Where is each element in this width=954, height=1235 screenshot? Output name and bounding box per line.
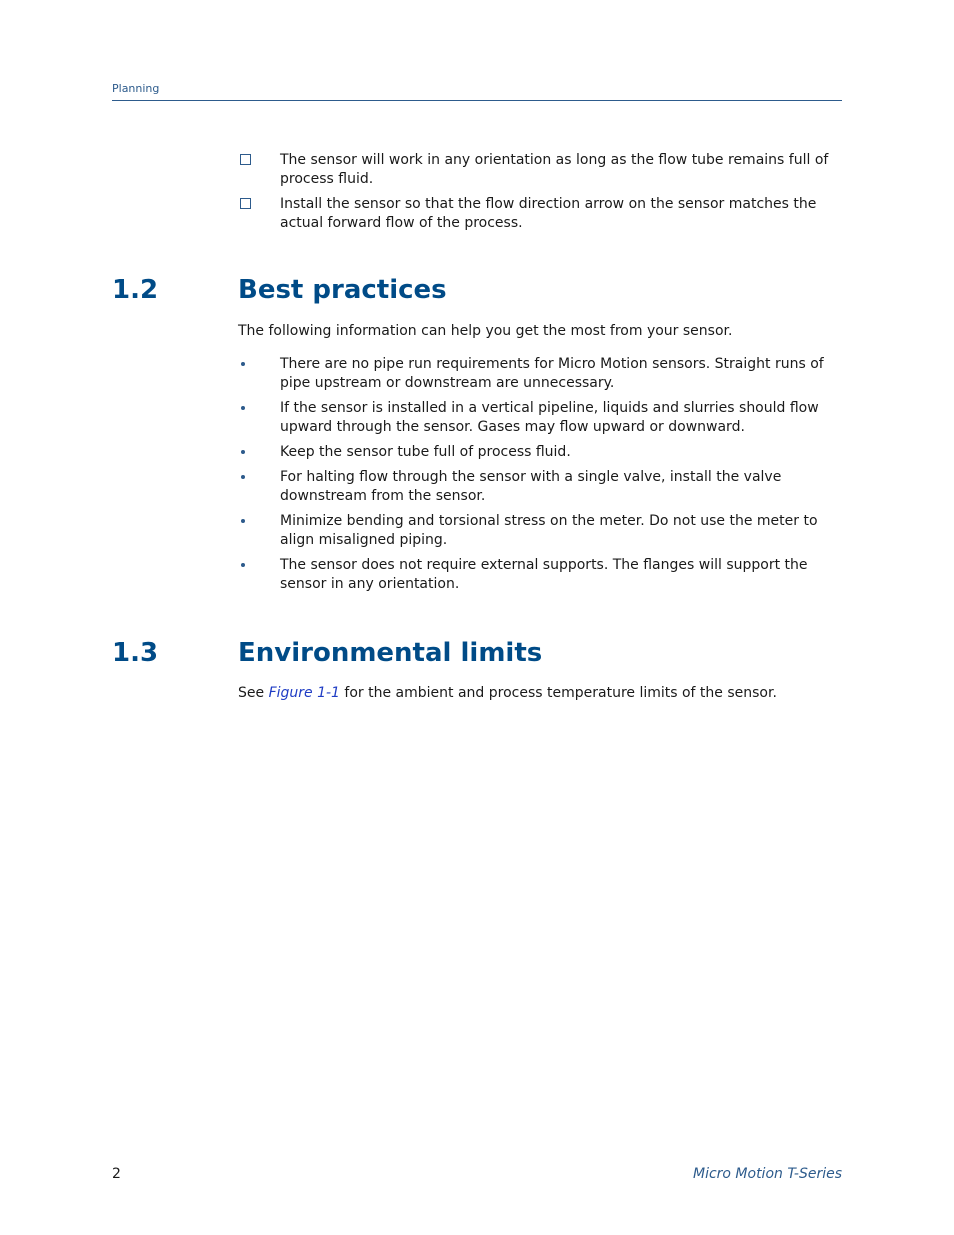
checklist-item xyxy=(238,195,842,233)
running-header: Planning xyxy=(112,82,160,95)
checklist xyxy=(238,151,842,239)
list-item xyxy=(238,468,842,506)
document-title: Micro Motion T-Series xyxy=(692,1166,842,1182)
paragraph-text: See xyxy=(238,685,269,701)
checklist-item-text: The sensor will work in any orientation as long as the flow tube remains full of process fluid. xyxy=(280,152,829,187)
figure-link[interactable]: Figure 1-1 xyxy=(268,685,340,701)
bullet-icon xyxy=(241,450,245,454)
section-title: Environmental limits xyxy=(238,638,543,668)
header-divider xyxy=(112,100,842,101)
section-paragraph xyxy=(238,684,842,703)
bullet-icon xyxy=(241,475,245,479)
bullet-icon xyxy=(241,406,245,410)
section-number: 1.2 xyxy=(112,275,159,305)
list-item-text: There are no pipe run requirements for Micro Motion sensors. Straight runs of pipe upstream or downstream are unnecessary. xyxy=(280,356,824,391)
checklist-item-text: Install the sensor so that the flow direction arrow on the sensor matches the actual forward flow of the process. xyxy=(280,196,817,231)
list-item xyxy=(238,399,842,437)
list-item xyxy=(238,556,842,594)
list-item xyxy=(238,512,842,550)
bullet-icon xyxy=(241,362,245,366)
checkbox-icon xyxy=(240,198,251,209)
list-item-text: Keep the sensor tube full of process fluid. xyxy=(280,444,571,460)
page-number: 2 xyxy=(112,1166,121,1182)
section-intro: The following information can help you get the most from your sensor. xyxy=(238,323,733,339)
section-title: Best practices xyxy=(238,275,447,305)
list-item xyxy=(238,443,842,462)
best-practices-list xyxy=(238,355,842,600)
list-item-text: The sensor does not require external supports. The flanges will support the sensor in any orientation. xyxy=(280,557,808,592)
bullet-icon xyxy=(241,519,245,523)
section-number: 1.3 xyxy=(112,638,159,668)
list-item xyxy=(238,355,842,393)
list-item-text: For halting flow through the sensor with a single valve, install the valve downstream from the sensor. xyxy=(280,469,782,504)
checkbox-icon xyxy=(240,154,251,165)
list-item-text: Minimize bending and torsional stress on the meter. Do not use the meter to align misaligned piping. xyxy=(280,513,818,548)
list-item-text: If the sensor is installed in a vertical pipeline, liquids and slurries should flow upward through the sensor. Gases may flow upward or downward. xyxy=(280,400,819,435)
paragraph-text: for the ambient and process temperature limits of the sensor. xyxy=(339,685,777,701)
bullet-icon xyxy=(241,563,245,567)
checklist-item xyxy=(238,151,842,189)
